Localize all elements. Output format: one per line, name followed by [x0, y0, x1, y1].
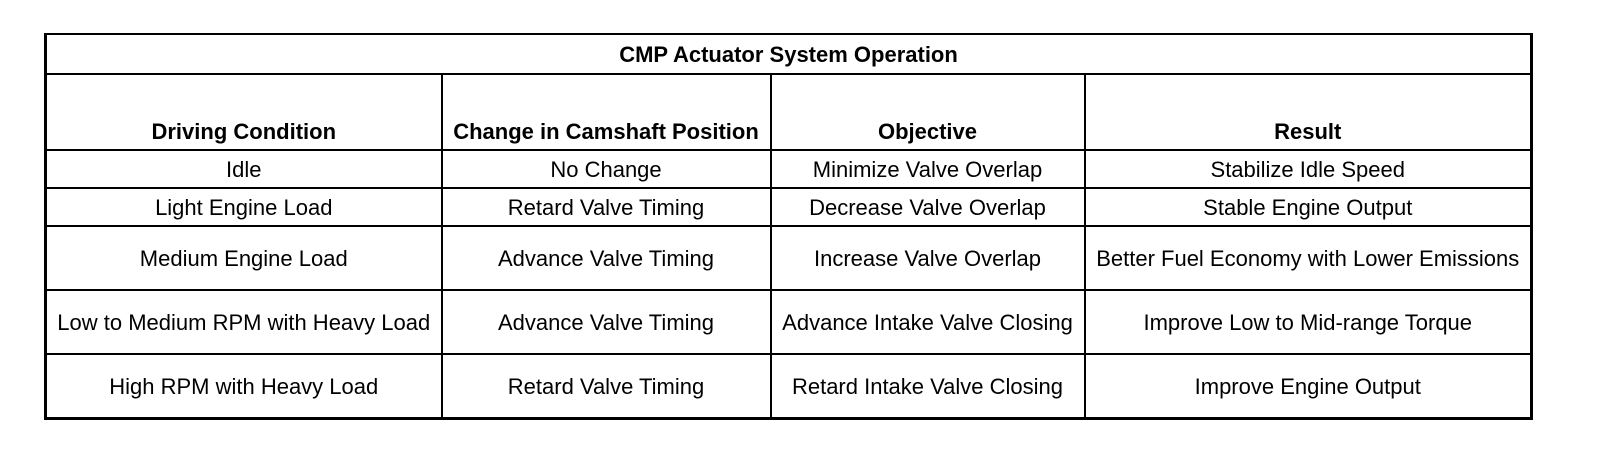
cell-driving-condition: Light Engine Load — [46, 188, 442, 226]
cell-camshaft-position: Retard Valve Timing — [442, 354, 771, 419]
cell-driving-condition: High RPM with Heavy Load — [46, 354, 442, 419]
table-title-row — [46, 34, 1532, 74]
table-row — [46, 354, 1532, 419]
cell-objective: Advance Intake Valve Closing — [771, 290, 1085, 354]
cell-result: Improve Low to Mid-range Torque — [1085, 290, 1532, 354]
cell-objective: Decrease Valve Overlap — [771, 188, 1085, 226]
table-row — [46, 226, 1532, 290]
cell-objective: Increase Valve Overlap — [771, 226, 1085, 290]
table-title: CMP Actuator System Operation — [46, 34, 1532, 74]
cell-camshaft-position: Advance Valve Timing — [442, 226, 771, 290]
table-row — [46, 150, 1532, 188]
cell-result: Better Fuel Economy with Lower Emissions — [1085, 226, 1532, 290]
cell-objective: Minimize Valve Overlap — [771, 150, 1085, 188]
cell-camshaft-position: No Change — [442, 150, 771, 188]
column-header-camshaft-position: Change in Camshaft Position — [442, 74, 771, 150]
cell-result: Improve Engine Output — [1085, 354, 1532, 419]
cell-driving-condition: Medium Engine Load — [46, 226, 442, 290]
cell-camshaft-position: Retard Valve Timing — [442, 188, 771, 226]
cell-objective: Retard Intake Valve Closing — [771, 354, 1085, 419]
table-row — [46, 290, 1532, 354]
cell-camshaft-position: Advance Valve Timing — [442, 290, 771, 354]
cell-result: Stabilize Idle Speed — [1085, 150, 1532, 188]
column-header-objective: Objective — [771, 74, 1085, 150]
cell-result: Stable Engine Output — [1085, 188, 1532, 226]
cmp-actuator-table — [44, 33, 1533, 420]
cell-driving-condition: Low to Medium RPM with Heavy Load — [46, 290, 442, 354]
column-header-driving-condition: Driving Condition — [46, 74, 442, 150]
table-row — [46, 188, 1532, 226]
column-header-result: Result — [1085, 74, 1532, 150]
table-header-row — [46, 74, 1532, 150]
cell-driving-condition: Idle — [46, 150, 442, 188]
